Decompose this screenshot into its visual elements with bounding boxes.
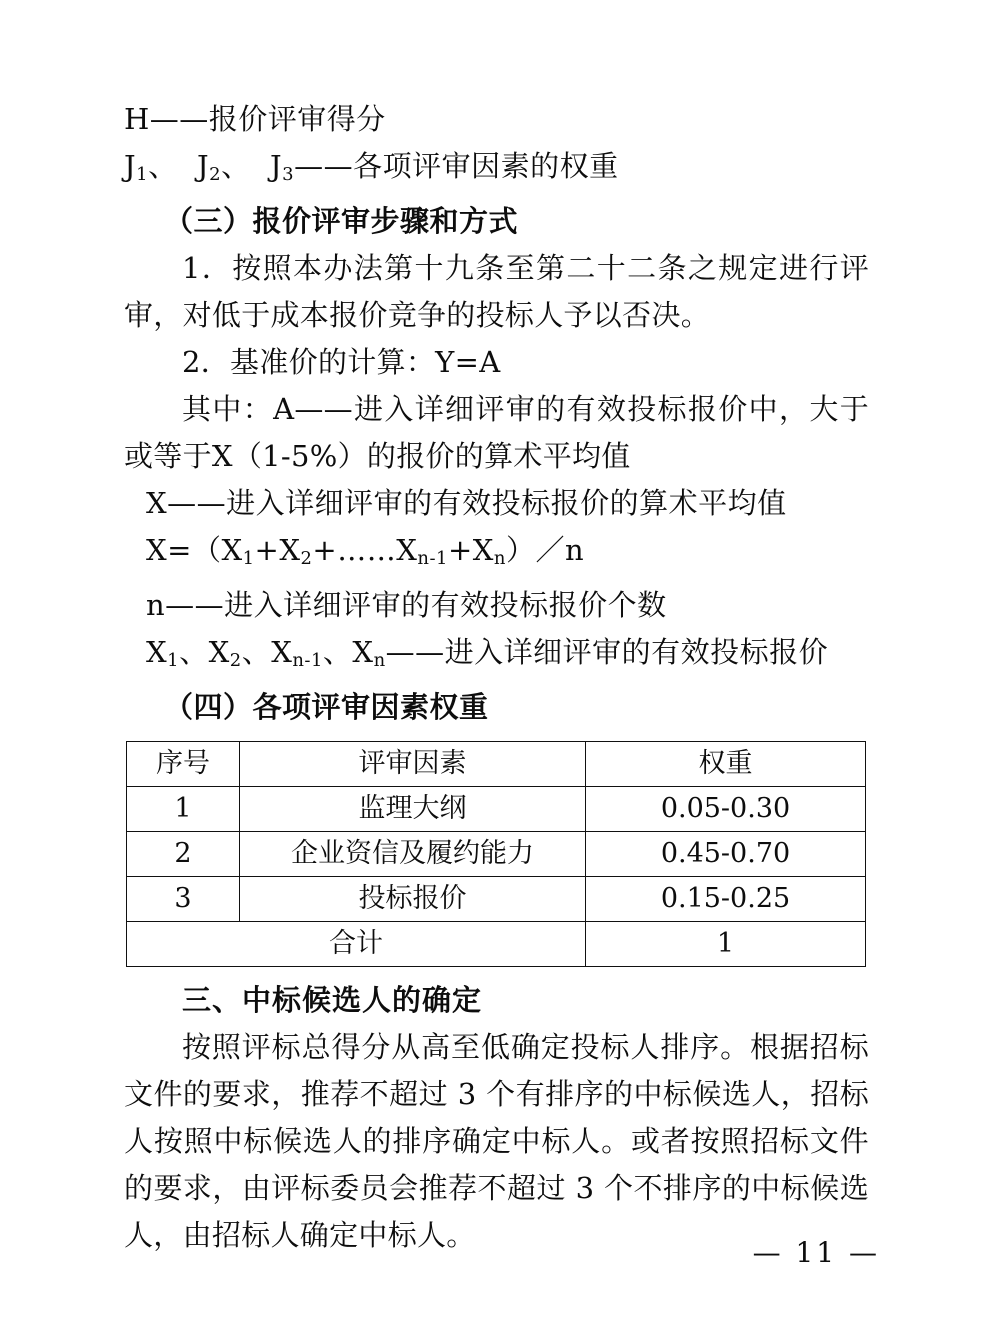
table-header-row: [127, 741, 866, 786]
formula-line-x-def: X——进入详细评审的有效投标报价的算术平均值: [146, 485, 787, 520]
section-three-heading: （三）报价评审步骤和方式: [164, 203, 519, 238]
formula-line-a: 其中：A——进入详细评审的有效投标报价中，大于或等于X（1-5%）的报价的算术平均值: [124, 391, 869, 473]
cell-weight: 0.15-0.25: [586, 876, 866, 921]
closing-paragraph: 按照评标总得分从高至低确定投标人排序。根据招标文件的要求，推荐不超过 3 个有排序的中标候选人，招标人按照中标候选人的排序确定中标人。或者按照招标文件的要求，由评标委员会推荐不超过 3 个不排序的中标候选人，由招标人确定中标人。: [124, 1029, 869, 1252]
cell-factor: 监理大纲: [240, 786, 586, 831]
table-row: [127, 831, 866, 876]
formula-line-x-equation: $X=(X_1+X_2+\dots\dots X_{n-1}+X_n)/n$: [146, 532, 585, 569]
cell-total-value: 1: [586, 921, 866, 966]
paragraph-item-2: 2．基准价的计算：Y=A: [182, 344, 501, 379]
section-heading-three: 三、中标候选人的确定: [182, 982, 483, 1017]
document-body: [124, 96, 869, 1259]
cell-weight: 0.05-0.30: [586, 786, 866, 831]
cell-total-label: 合计: [127, 921, 586, 966]
formula-line-x-list: $X_1$、$X_2$、$X_{n-1}$、$X_n——$进入详细评审的有效投标报价: [146, 634, 829, 671]
paragraph-item-1: 1．按照本办法第十九条至第二十二条之规定进行评审，对低于成本报价竞争的投标人予以否决。: [124, 250, 869, 332]
table-total-row: [127, 921, 866, 966]
cell-weight: 0.45-0.70: [586, 831, 866, 876]
definition-line-j: $J_1$、 $J_2$、 $J_3——$各项评审因素的权重: [124, 149, 619, 185]
table-row: [127, 786, 866, 831]
definition-line-h: H——报价评审得分: [124, 102, 386, 136]
cell-index: 1: [127, 786, 240, 831]
page-number: — 11 —: [752, 1236, 880, 1269]
table-header-factor: 评审因素: [240, 741, 586, 786]
table-header-weight: 权重: [586, 741, 866, 786]
section-four-heading: （四）各项评审因素权重: [164, 689, 489, 724]
cell-factor: 投标报价: [240, 876, 586, 921]
formula-line-n-def: n——进入详细评审的有效投标报价个数: [146, 587, 667, 622]
cell-index: 2: [127, 831, 240, 876]
cell-factor: 企业资信及履约能力: [240, 831, 586, 876]
table-row: [127, 876, 866, 921]
cell-index: 3: [127, 876, 240, 921]
weights-table: [126, 741, 866, 967]
table-header-index: 序号: [127, 741, 240, 786]
